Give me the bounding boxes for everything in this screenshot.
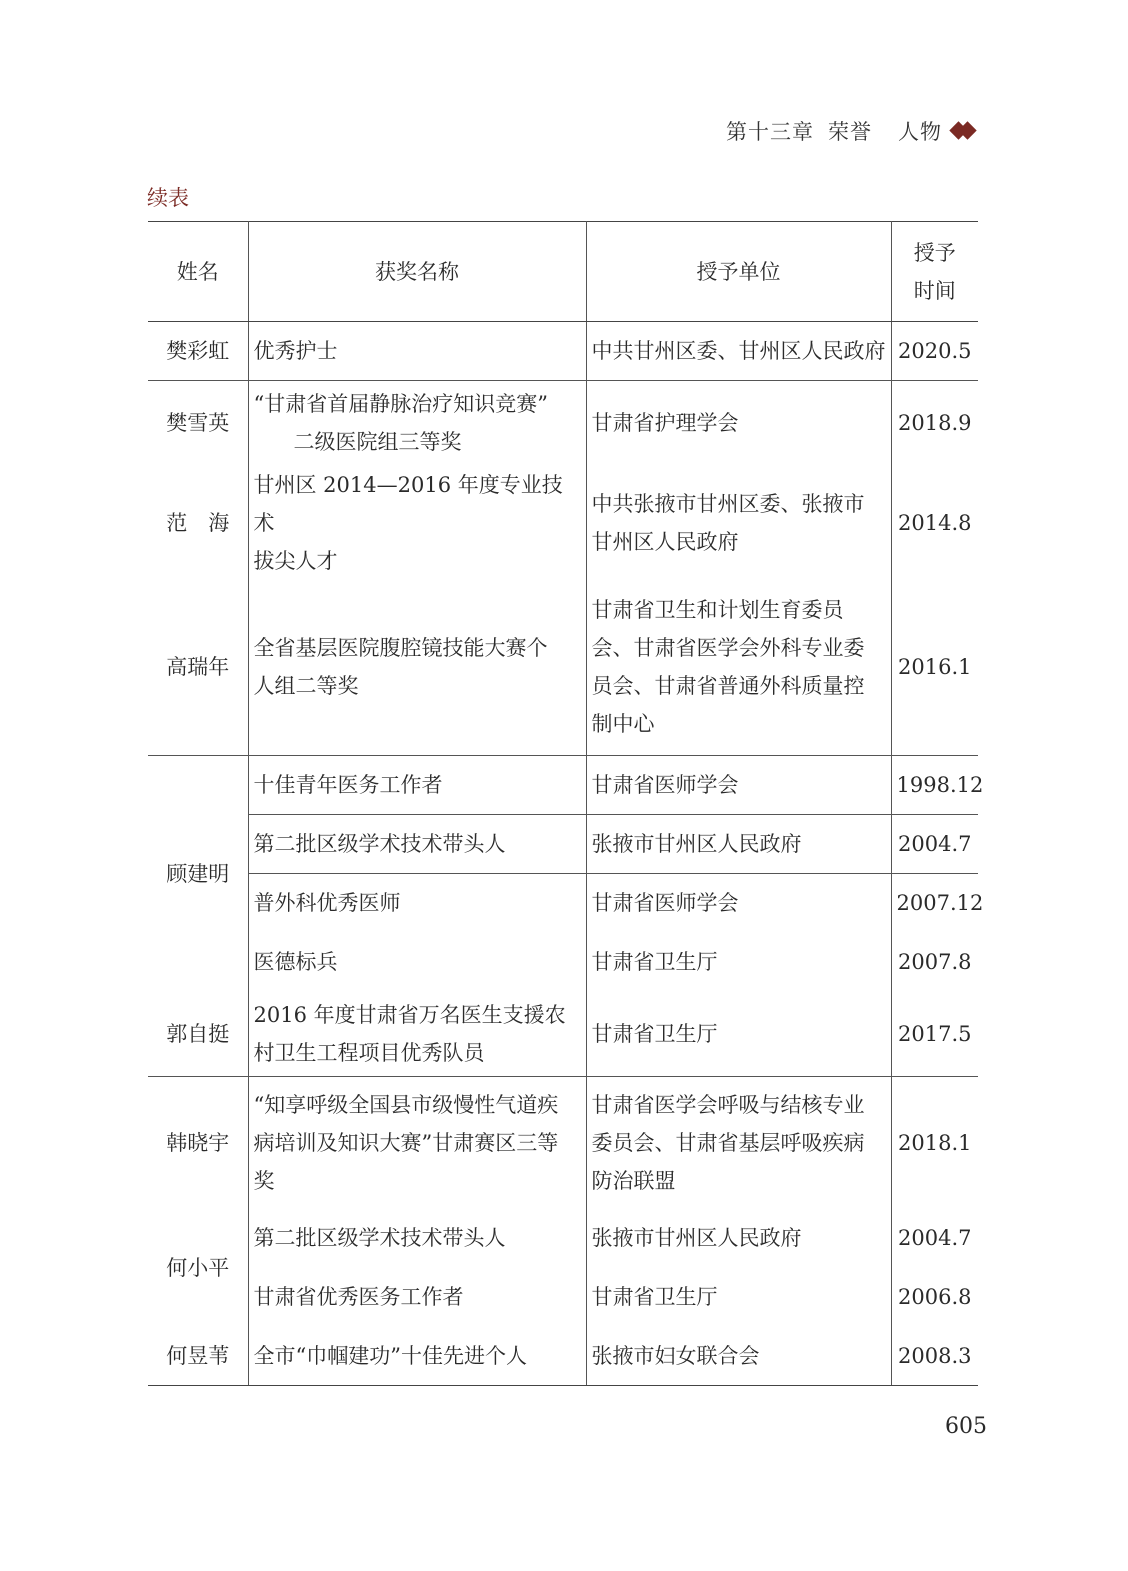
cell-award: 十佳青年医务工作者 xyxy=(248,756,586,815)
header-award: 获奖名称 xyxy=(248,222,586,322)
cell-grantor: 甘肃省医师学会 xyxy=(586,756,891,815)
table-row xyxy=(148,322,978,381)
cell-time: 2018.9 xyxy=(891,381,978,466)
header-grantor: 授予单位 xyxy=(586,222,891,322)
cell-time: 2020.5 xyxy=(898,339,972,363)
cell-time: 2014.8 xyxy=(898,510,972,535)
cell-grantor: 甘肃省卫生厅 xyxy=(586,933,891,992)
section-label-2: 人物 xyxy=(898,120,942,144)
diamond-ornament-icon xyxy=(950,121,978,141)
table-row xyxy=(148,874,978,933)
running-header xyxy=(726,116,978,146)
chapter-label: 第十三章 xyxy=(726,120,814,144)
cell-award: 全市“巾帼建功”十佳先进个人 xyxy=(248,1327,586,1386)
cell-name: 韩晓宇 xyxy=(148,1077,248,1209)
header-time: 授予 时间 xyxy=(891,222,978,322)
cell-name: 樊雪英 xyxy=(148,381,248,466)
cell-time: 2006.8 xyxy=(898,1285,972,1309)
cell-award: 医德标兵 xyxy=(248,933,586,992)
cell-name: 高瑞年 xyxy=(148,580,248,756)
cell-grantor: 甘肃省卫生厅 xyxy=(586,992,891,1077)
table-row xyxy=(148,815,978,874)
section-label-1: 荣誉 xyxy=(828,120,872,144)
cell-time: 2008.3 xyxy=(891,1327,978,1386)
cell-time: 2018.1 xyxy=(891,1077,978,1209)
cell-award: 全省基层医院腹腔镜技能大赛个 人组二等奖 xyxy=(248,580,586,756)
cell-award: 甘州区 2014—2016 年度专业技术 拔尖人才 xyxy=(248,466,586,580)
cell-time: 2016.1 xyxy=(898,655,972,680)
table-row xyxy=(148,933,978,992)
cell-grantor: 中共甘州区委、甘州区人民政府 xyxy=(586,322,891,381)
cell-time: 2004.7 xyxy=(891,815,978,874)
cell-time: 1998.12 xyxy=(891,756,978,815)
cell-name: 樊彩虹 xyxy=(148,322,248,381)
table-row xyxy=(148,381,978,466)
cell-grantor: 甘肃省卫生厅 xyxy=(586,1268,891,1327)
cell-grantor: 甘肃省护理学会 xyxy=(586,381,891,466)
page-number: 605 xyxy=(945,1414,987,1439)
cell-name: 范 海 xyxy=(148,466,248,580)
cell-time: 2007.8 xyxy=(898,950,972,974)
cell-award: 甘肃省优秀医务工作者 xyxy=(248,1268,586,1327)
cell-grantor: 张掖市甘州区人民政府 xyxy=(586,815,891,874)
table-row xyxy=(148,992,978,1077)
table-row xyxy=(148,580,978,756)
table-row xyxy=(148,1268,978,1327)
cell-name: 郭自挺 xyxy=(148,992,248,1077)
cell-time: 2017.5 xyxy=(898,1021,972,1046)
honors-table xyxy=(148,221,984,1386)
cell-award: “知享呼级全国县市级慢性气道疾 病培训及知识大赛”甘肃赛区三等 奖 xyxy=(248,1077,586,1209)
header-name: 姓名 xyxy=(148,222,248,322)
cell-grantor: 甘肃省卫生和计划生育委员 会、甘肃省医学会外科专业委 员会、甘肃省普通外科质量控 制中心 xyxy=(586,580,891,756)
cell-award: 普外科优秀医师 xyxy=(248,874,586,933)
table-row xyxy=(148,1327,978,1386)
table-row xyxy=(148,466,978,580)
cell-time: 2007.12 xyxy=(891,874,978,933)
cell-grantor: 张掖市甘州区人民政府 xyxy=(586,1209,891,1268)
table-row xyxy=(148,756,978,815)
cell-award: 2016 年度甘肃省万名医生支援农 村卫生工程项目优秀队员 xyxy=(248,992,586,1077)
cell-name: 何小平 xyxy=(148,1209,248,1327)
cell-grantor: 甘肃省医学会呼吸与结核专业 委员会、甘肃省基层呼吸疾病 防治联盟 xyxy=(586,1077,891,1209)
cell-award: “甘肃省首届静脉治疗知识竞赛” 二级医院组三等奖 xyxy=(248,381,586,466)
cell-name: 顾建明 xyxy=(148,756,248,992)
table-header-row xyxy=(148,222,978,322)
cell-time: 2004.7 xyxy=(898,1226,972,1250)
table-continued-label: 续表 xyxy=(147,186,189,210)
cell-name: 何昱苇 xyxy=(148,1327,248,1386)
cell-award: 优秀护士 xyxy=(248,322,586,381)
cell-grantor: 甘肃省医师学会 xyxy=(586,874,891,933)
cell-award: 第二批区级学术技术带头人 xyxy=(248,1209,586,1268)
cell-award: 第二批区级学术技术带头人 xyxy=(248,815,586,874)
table-row xyxy=(148,1209,978,1268)
cell-grantor: 中共张掖市甘州区委、张掖市 甘州区人民政府 xyxy=(586,466,891,580)
table-row xyxy=(148,1077,978,1209)
cell-grantor: 张掖市妇女联合会 xyxy=(586,1327,891,1386)
